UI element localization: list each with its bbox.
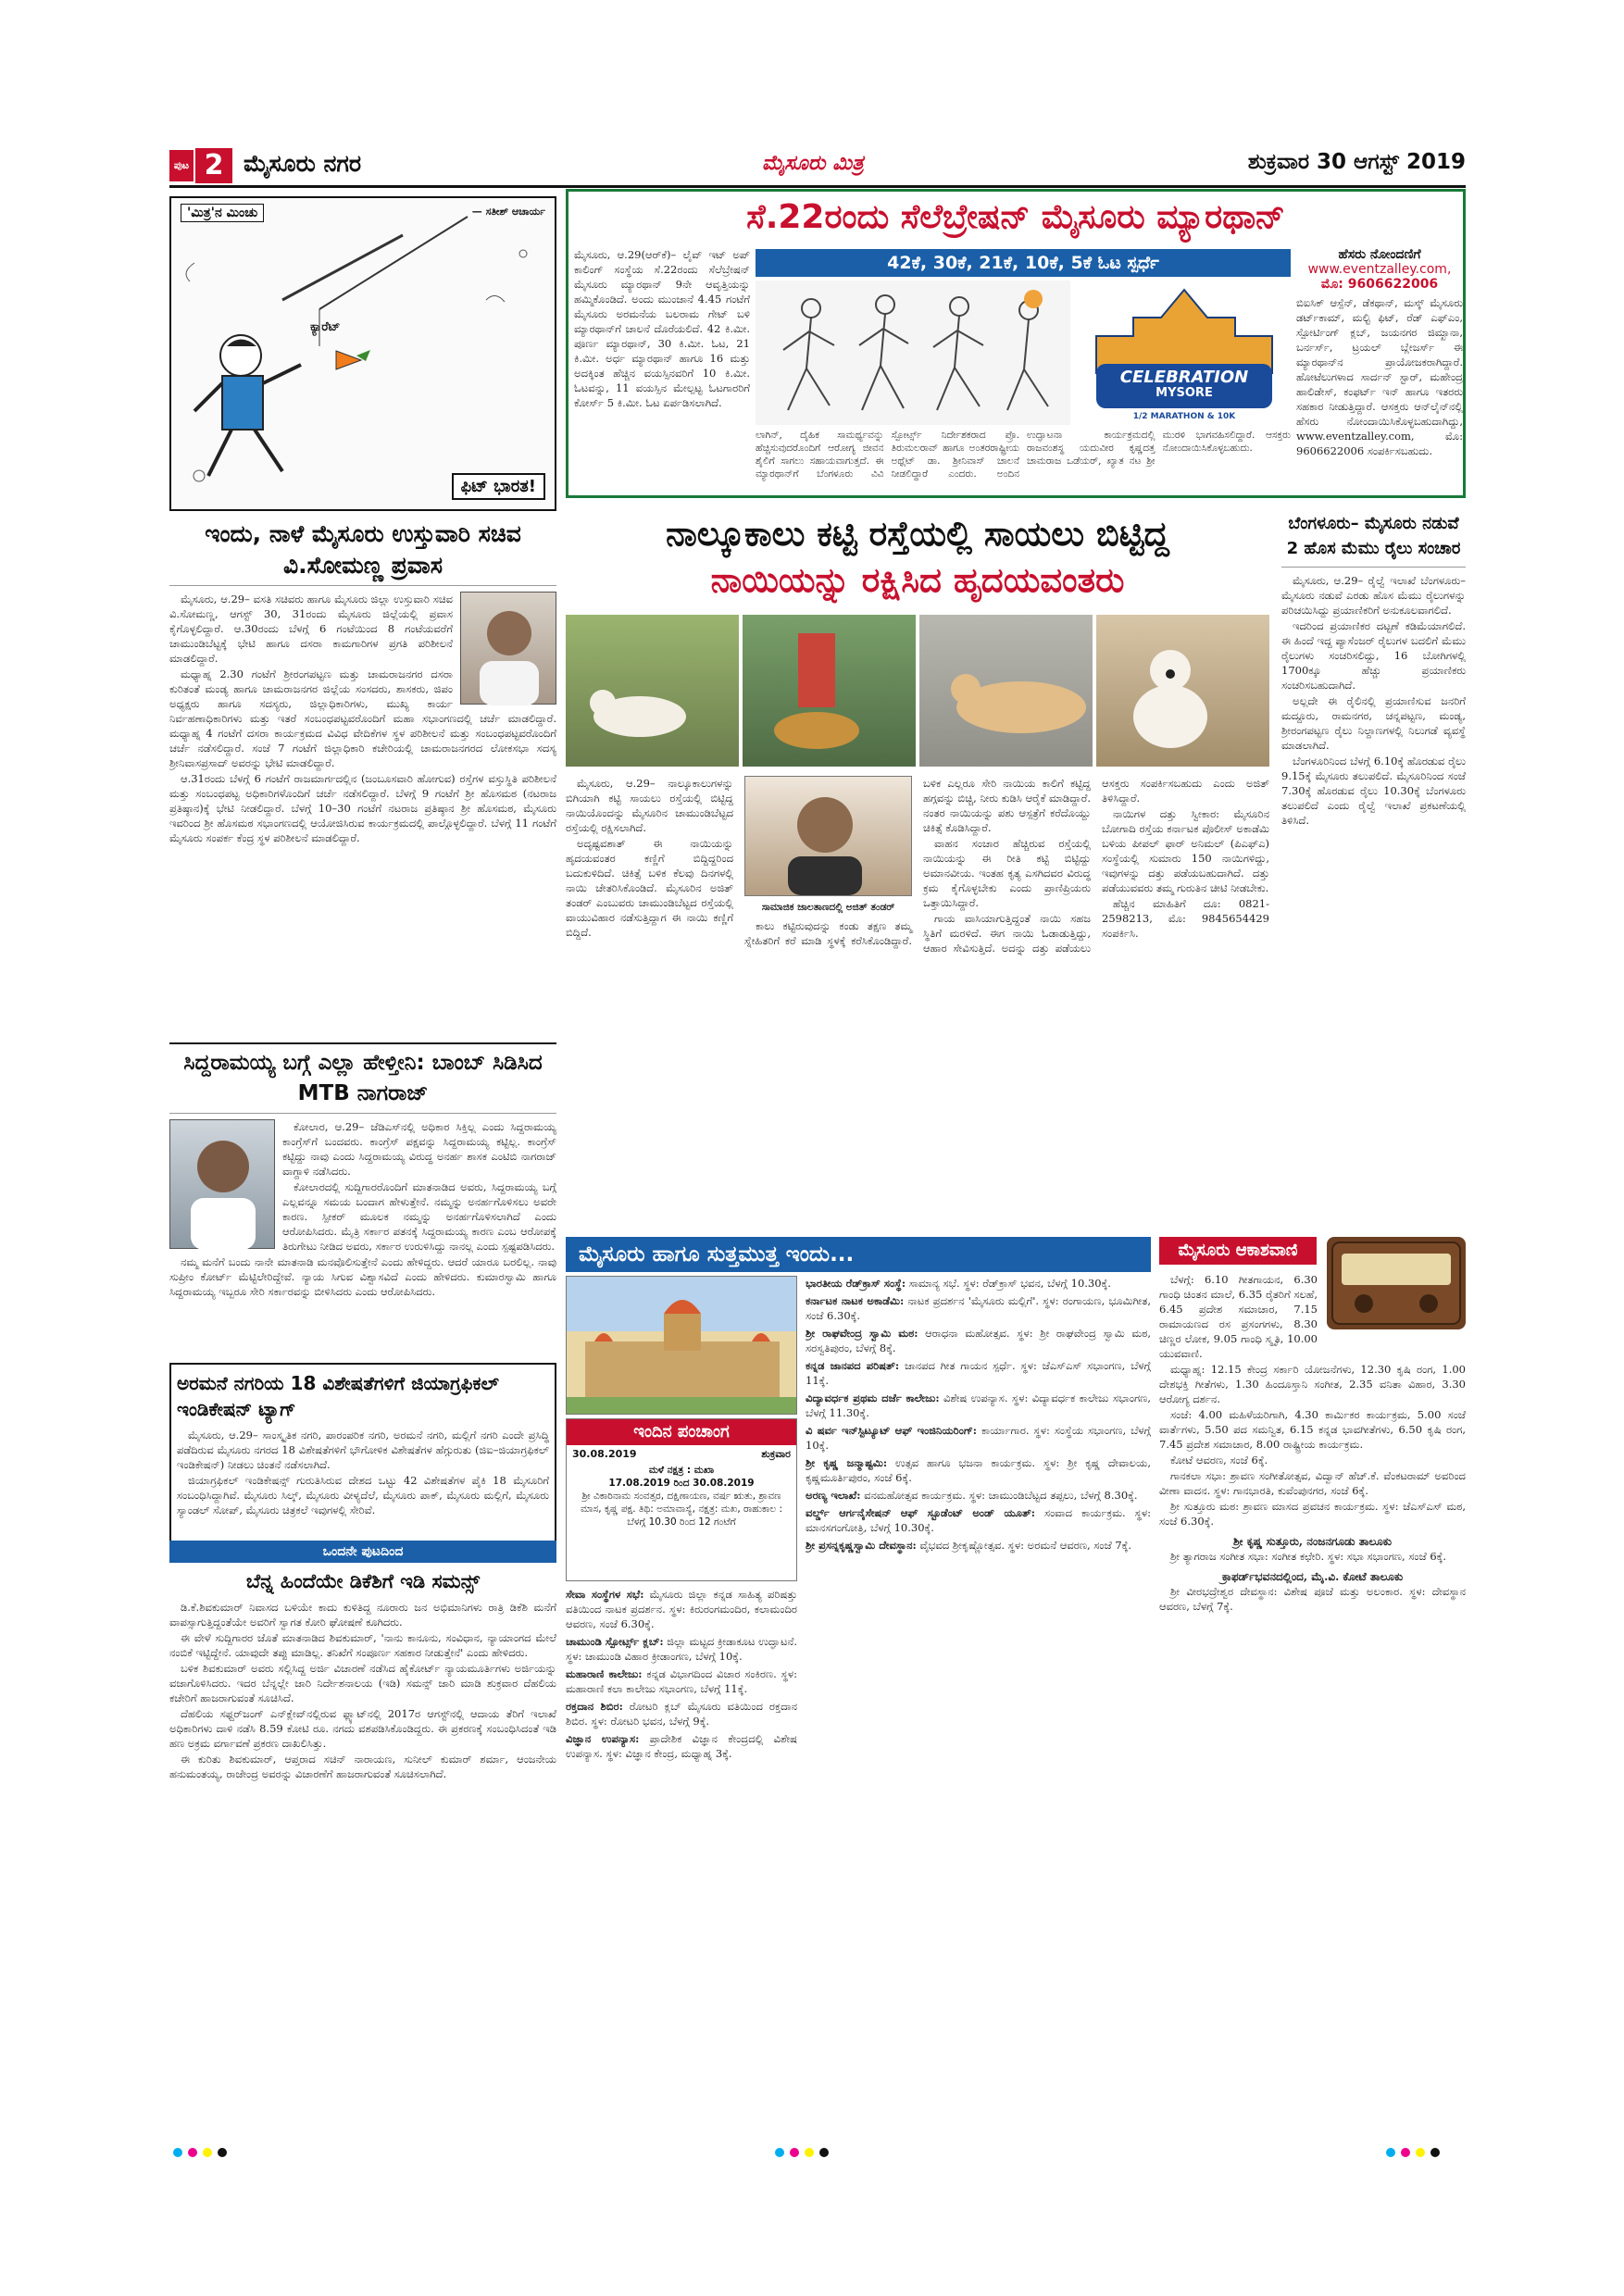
dog-photo-4 (1096, 615, 1269, 767)
dog-photo-3 (919, 615, 1093, 767)
event-title: ಕನ್ನಡ ಜಾನಪದ ಪರಿಷತ್: (806, 1359, 900, 1372)
dog-story-paragraph: ಕಾಲು ಕಟ್ಟಿರುವುದನ್ನು ಕಂಡು ತಕ್ಷಣ ತಮ್ಮ ಸ್ನೇಹಿತರಿಗೆ ಕರೆ ಮಾಡಿ ಸ್ಥಳಕ್ಕೆ ಕರೆಸಿಕೊಂಡಿದ್ದಾರೆ. ಬಳಿಕ ಎಲ್ಲರೂ ಸೇರಿ ನಾಯಿಯ ಕಾಲಿಗೆ ಕಟ್ಟಿದ್ದ ಹಗ್ಗವನ್ನು ಬಿಚ್ಚಿ, ನೀರು ಕುಡಿಸಿ ಆರೈಕೆ ಮಾಡಿದ್ದಾರೆ. ನಂತರ ನಾಯಿಯನ್ನು ಪಶು ಆಸ್ಪತ್ರೆಗೆ ಕರೆದೊಯ್ದು ಚಿಕಿತ್ಸೆ ಕೊಡಿಸಿದ್ದಾರೆ. (744, 777, 1091, 947)
event-item (806, 1293, 1151, 1323)
story-minister (169, 518, 556, 1110)
registration-text: ಬಿಐಸಿಕ್ ಆಸ್ಪೆನ್, ಡೆಕಥಾನ್, ಮಸ್ಕ್ ಮೈಸೂರು ಡರ್ಟ್‌ಕಾಮ್, ಮಲ್ಟಿ ಫಿಟ್, ರೆಡ್ ಎಫ್ಎಂ, ಸ್ಪೋರ್ಟಿಂಗ್ ಕ್ಲಬ್, ಜಯನಗರ ಜಿಮ್ಖಾನಾ, ಬರ್ನರ್ಸ್, ಟ್ರಯಲ್ ಬ್ಲೇಜರ್ಸ್ ಈ ಮ್ಯಾರಥಾನ್‌ನ ಪ್ರಾಯೋಜಕರಾಗಿದ್ದಾರೆ. ಹೋಟೆಲುಗಳಾದ ಸಾರ್ದನ್ ಸ್ಟಾರ್, ಮಹೇಂದ್ರ ಹಾಲಿಡೇಸ್, ಕಂಫರ್ಟ್ ಇನ್ ಹಾಗೂ ಇತರರು ಸಹಕಾರ ನೀಡುತ್ತಿದ್ದಾರೆ. ಆಸಕ್ತರು ಆನ್‌ಲೈನ್‌ನಲ್ಲಿ ಹೆಸರು ನೋಂದಾಯಿಸಿಕೊಳ್ಳಬಹುದಾಗಿದ್ದು, www.eventzalley.com, ಮೊ: 9606622006 ಸಂಪರ್ಕಿಸಬಹುದು. (1296, 296, 1463, 457)
issue-date: ಶುಕ್ರವಾರ 30 ಆಗಸ್ಟ್ 2019 (1247, 150, 1466, 174)
events-title: ಮೈಸೂರು ಹಾಗೂ ಸುತ್ತಮುತ್ತ ಇಂದು... (566, 1237, 1151, 1272)
story-rail-paragraph: ಇದರಿಂದ ಪ್ರಯಾಣಿಕರ ದಟ್ಟಣೆ ಕಡಿಮೆಯಾಗಲಿದೆ. ಈ ಹಿಂದೆ ಇದ್ದ ಪ್ಯಾಸೆಂಜರ್ ರೈಲುಗಳ ಬದಲಿಗೆ ಮೆಮು ರೈಲುಗಳು ಸಂಚರಿಸಲಿದ್ದು, 16 ಬೋಗಿಗಳಲ್ಲಿ 1700ಕ್ಕೂ ಹೆಚ್ಚು ಪ್ರಯಾಣಿಕರು ಸಂಚರಿಸಬಹುದಾಗಿದೆ. (1281, 619, 1466, 692)
dog-story-paragraph: ನಾಯಿಗಳ ದತ್ತು ಸ್ವೀಕಾರ: ಮೈಸೂರಿನ ಬೋಗಾದಿ ರಸ್ತೆಯ ಕರ್ನಾಟಕ ಪೊಲೀಸ್ ಅಕಾಡೆಮಿ ಬಳಿಯ ಪೀಪಲ್ ಫಾರ್ ಅನಿಮಲ್ (ಪಿಎಫ್ಎ) ಸಂಸ್ಥೆಯಲ್ಲಿ ಸುಮಾರು 150 ನಾಯಿಗಳಿದ್ದು, ಇವುಗಳನ್ನು ದತ್ತು ಪಡೆಯಬಹುದಾಗಿದೆ. ದತ್ತು ಪಡೆಯುವವರು ತಮ್ಮ ಗುರುತಿನ ಚೀಟಿ ನೀಡಬೇಕು. (1102, 807, 1269, 894)
person-icon (745, 777, 911, 895)
story-rail (1281, 511, 1466, 1226)
story-gi-headline: ಅರಮನೆ ನಗರಿಯ 18 ವಿಶೇಷತೆಗಳಿಗೆ ಜಿಯಾಗ್ರಫಿಕಲ್ ಇಂಡಿಕೇಷನ್ ಟ್ಯಾಗ್ (177, 1372, 499, 1420)
event-item (566, 1731, 797, 1761)
event-item (806, 1391, 1151, 1420)
registration-url[interactable]: www.eventzalley.com, (1307, 262, 1452, 277)
story-gi-tag (169, 1363, 556, 1559)
event-text: ಕನ್ನಡ ವಿಭಾಗದಿಂದ ವಿಚಾರ ಸಂಕಿರಣ. ಸ್ಥಳ: ಮಹಾರಾಣಿ ಕಲಾ ಕಾಲೇಜು ಸಭಾಂಗಣ, ಬೆಳಗ್ಗೆ 11ಕ್ಕೆ. (566, 1667, 797, 1695)
story-dk-paragraph: ಈ ಕುರಿತು ಶಿವಕುಮಾರ್, ಆಪ್ತರಾದ ಸಚಿನ್ ನಾರಾಯಣ, ಸುನೀಲ್ ಕುಮಾರ್ ಶರ್ಮಾ, ಆಂಜನೇಯ ಹನುಮಂತಯ್ಯ, ರಾಜೇಂದ್ರ ಅವರನ್ನು ವಿಚಾರಣೆಗೆ ಹಾಜರಾಗುವಂತೆ ಸೂಚಿಸಲಾಗಿದೆ. (169, 1753, 556, 1780)
logo-line-3: 1/2 MARATHON & 10K (1132, 412, 1236, 421)
event-text: ವಿಶೇಷ ಉಪನ್ಯಾಸ. ಸ್ಥಳ: ವಿದ್ಯಾವರ್ಧಕ ಕಾಲೇಜು ಸಭಾಂಗಣ, ಬೆಳಗ್ಗೆ 11.30ಕ್ಕೆ. (806, 1391, 1151, 1419)
event-text: ಜಿಲ್ಲಾ ಮಟ್ಟದ ಕ್ರೀಡಾಕೂಟ ಉದ್ಘಾಟನೆ. ಸ್ಥಳ: ಚಾಮುಂಡಿ ವಿಹಾರ ಕ್ರೀಡಾಂಗಣ, ಬೆಳಗ್ಗೆ 10ಕ್ಕೆ. (566, 1635, 797, 1663)
event-item (806, 1455, 1151, 1485)
dog-story-paragraph: ವಾಹನ ಸಂಚಾರ ಹೆಚ್ಚಿರುವ ರಸ್ತೆಯಲ್ಲಿ ನಾಯಿಯನ್ನು ಈ ರೀತಿ ಕಟ್ಟಿ ಬಿಟ್ಟಿದ್ದು ಅಮಾನವೀಯ. ಇಂತಹ ಕೃತ್ಯ ಎಸಗಿದವರ ವಿರುದ್ಧ ಕ್ರಮ ಕೈಗೊಳ್ಳಬೇಕು ಎಂದು ಪ್ರಾಣಿಪ್ರಿಯರು ಒತ್ತಾಯಿಸಿದ್ದಾರೆ. (923, 837, 1091, 909)
panchanga-range: 17.08.2019 ರಿಂದ 30.08.2019 (608, 1478, 755, 1489)
event-text: ಸಾಮಾನ್ಯ ಸಭೆ. ಸ್ಥಳ: ರೆಡ್‌ಕ್ರಾಸ್ ಭವನ, ಬೆಳಗ್ಗೆ 10.30ಕ್ಕೆ. (908, 1277, 1111, 1290)
story-dk-headline: ಬೆನ್ನ ಹಿಂದೆಯೇ ಡಿಕೆಶಿಗೆ ಇಡಿ ಸಮನ್ಸ್ (245, 1570, 481, 1592)
ajith-photo-caption: ಸಾಮಾಜಿಕ ಜಾಲತಾಣದಲ್ಲಿ ಅಜಿತ್ ತಂಡರ್ (761, 902, 895, 913)
story-siddaramaiah-paragraph: ನಮ್ಮ ಮನೆಗೆ ಬಂದು ನಾನೇ ಮಾತನಾಡಿ ಮನವೊಲಿಸುತ್ತೇನೆ ಎಂದು ಹೇಳಿದ್ದರು. ಆದರೆ ಯಾರೂ ಬರಲಿಲ್ಲ. ನಾವು ಸುಪ್ರೀಂ ಕೋರ್ಟ್ ಮೆಟ್ಟಿಲೇರಿದ್ದೇವೆ. ನ್ಯಾಯ ಸಿಗುವ ವಿಶ್ವಾಸವಿದೆ ಎಂದು ಹೇಳಿದರು. ಕುಮಾರಸ್ವಾಮಿ ಹಾಗೂ ಸಿದ್ದರಾಮಯ್ಯ ಇಬ್ಬರೂ ಸೇರಿ ಸರ್ಕಾರವನ್ನು ಬೀಳಿಸಿದರು ಎಂದು ಆರೋಪಿಸಿದರು. (169, 1255, 556, 1298)
story-gi-paragraph: ಮೈಸೂರು, ಆ.29– ಸಾಂಸ್ಕೃತಿಕ ನಗರಿ, ಪಾರಂಪರಿಕ ನಗರಿ, ಅರಮನೆ ನಗರಿ, ಮಲ್ಲಿಗೆ ನಗರಿ ಎಂದೇ ಪ್ರಸಿದ್ಧಿ ಪಡೆದಿರುವ ಮೈಸೂರು ನಗರದ 18 ವಿಶೇಷತೆಗಳಿಗೆ ಭೌಗೋಳಿಕ ವಿಶೇಷತೆಗಳ ಹೆಗ್ಗುರುತು (ಜಿಐ–ಜಿಯಾಗ್ರಫಿಕಲ್ ಇಂಡಿಕೇಷನ್) ನೀಡಲು ಚಿಂತನೆ ನಡೆಸಲಾಗಿದೆ. (177, 1429, 549, 1471)
dog-icon (566, 615, 739, 767)
panchanga-date: 30.08.2019 (572, 1448, 637, 1460)
event-item (806, 1276, 1151, 1291)
event-title: ಕರ್ನಾಟಕ ನಾಟಕ ಅಕಾಡೆಮಿ: (806, 1294, 905, 1307)
event-text: ಸಂವಾದ ಕಾರ್ಯಕ್ರಮ. ಸ್ಥಳ: ಮಾನಸಗಂಗೋತ್ರಿ, ಬೆಳಗ್ಗೆ 10.30ಕ್ಕೆ. (806, 1506, 1151, 1534)
celebration-mysore-logo (1078, 281, 1291, 425)
section-title: ಮೈಸೂರು ನಗರ (244, 150, 362, 177)
event-item (566, 1666, 797, 1696)
dog-headline-line-1: ನಾಲ್ಕೂಕಾಲು ಕಟ್ಟಿ ರಸ್ತೆಯಲ್ಲಿ ಸಾಯಲು ಬಿಟ್ಟಿದ್ದ (666, 514, 1169, 554)
story-rail-paragraph: ಮೈಸೂರು, ಆ.29– ರೈಲ್ವೆ ಇಲಾಖೆ ಬೆಂಗಳೂರು–ಮೈಸೂರು ನಡುವೆ ಎರಡು ಹೊಸ ಮೆಮು ರೈಲುಗಳನ್ನು ಪರಿಚಯಿಸಿದ್ದು ಪ್ರಯಾಣಿಕರಿಗೆ ಅನುಕೂಲವಾಗಲಿದೆ. (1281, 574, 1466, 617)
event-title: ಶ್ರೀ ಪ್ರಸನ್ನಕೃಷ್ಣಸ್ವಾಮಿ ದೇವಸ್ಥಾನ: (806, 1539, 917, 1552)
story-minister-paragraph: ಮೈಸೂರು, ಆ.29– ವಸತಿ ಸಚಿವರು ಹಾಗೂ ಮೈಸೂರು ಜಿಲ್ಲಾ ಉಸ್ತುವಾರಿ ಸಚಿವ ವಿ.ಸೋಮಣ್ಣ, ಆಗಸ್ಟ್ 30, 31ರಂದು ಮೈಸೂರು ಜಿಲ್ಲೆಯಲ್ಲಿ ಪ್ರವಾಸ ಕೈಗೊಳ್ಳಲಿದ್ದಾರೆ. ಆ.30ರಂದು ಬೆಳಗ್ಗೆ 6 ಗಂಟೆಯಿಂದ 8 ಗಂಟೆಯವರೆಗೆ ಚಾಮುಂಡಿಬೆಟ್ಟಕ್ಕೆ ಭೇಟಿ ಹಾಗೂ ದಸರಾ ಕಾಮಗಾರಿಗಳ ಪ್ರಗತಿ ಪರಿಶೀಲನೆ ಮಾಡಲಿದ್ದಾರೆ. (169, 593, 453, 665)
story-gi-paragraph: ಜಿಯಾಗ್ರಫಿಕಲ್ ಇಂಡಿಕೇಷನ್ಸ್ ಗುರುತಿಸಿರುವ ದೇಶದ ಒಟ್ಟು 42 ವಿಶೇಷತೆಗಳ ಪೈಕಿ 18 ಮೈಸೂರಿಗೆ ಸಂಬಂಧಿಸಿದ್ದಾಗಿವೆ. ಮೈಸೂರು ಸಿಲ್ಕ್, ಮೈಸೂರು ವೀಳ್ಯದೆಲೆ, ಮೈಸೂರು ಪಾಕ್, ಮೈಸೂರು ಮಲ್ಲಿಗೆ, ಮೈಸೂರು ಸ್ಯಾಂಡಲ್ ಸೋಪ್, ಮೈಸೂರು ಚಿತ್ರಕಲೆ ಇವುಗಳಲ್ಲಿ ಸೇರಿವೆ. (177, 1474, 549, 1516)
events-list-left (566, 1587, 797, 2144)
cartoon-panel (169, 196, 556, 511)
mtb-nagaraj-photo (169, 1119, 275, 1249)
continued-tag: ಒಂದನೇ ಪುಟದಿಂದ (169, 1541, 556, 1563)
radio-paragraph: ಶ್ರೀ ಸುತ್ತೂರು ಮಠ: ಶ್ರಾವಣ ಮಾಸದ ಪ್ರವಚನ ಕಾರ್ಯಕ್ರಮ. ಸ್ಥಳ: ಜೆಎಸ್ಎಸ್ ಮಠ, ಸಂಜೆ 6.30ಕ್ಕೆ. (1159, 1500, 1466, 1528)
story-minister-paragraph: ಆ.31ರಂದು ಬೆಳಗ್ಗೆ 6 ಗಂಟೆಗೆ ರಾಜಮಾರ್ಗದಲ್ಲಿನ (ಜಂಬೂಸವಾರಿ ಹೋಗುವ) ರಸ್ತೆಗಳ ವಸ್ತುಸ್ಥಿತಿ ಪರಿಶೀಲನೆ ಮತ್ತು ಸಂಬಂಧಪಟ್ಟ ಅಧಿಕಾರಿಗಳೊಂದಿಗೆ ಚರ್ಚೆ ನಡೆಸಲಿದ್ದಾರೆ. ಬೆಳಗ್ಗೆ 9 ಗಂಟೆಗೆ ಶ್ರೀ ಹೊಸಮಠ (ನಟರಾಜ ಪ್ರತಿಷ್ಠಾನ)ಕ್ಕೆ ಭೇಟಿ ನೀಡಲಿದ್ದಾರೆ. ಬೆಳಗ್ಗೆ 10–30 ಗಂಟೆಗೆ ನಟರಾಜ ಪ್ರತಿಷ್ಠಾನ ಶ್ರೀ ಹೊಸಮಠ, ಮೈಸೂರು ಇವರಿಂದ ಶ್ರೀ ಹೊಸಮಠ ಸಭಾಂಗಣದಲ್ಲಿ ಆಯೋಜಿಸಿರುವ ಕಾರ್ಯಕ್ರಮದಲ್ಲಿ ಪಾಲ್ಗೊಳ್ಳಲಿದ್ದಾರೆ. ಬೆಳಗ್ಗೆ 11 ಗಂಟೆಗೆ ಮೈಸೂರು ಸಂಪರ್ಕ ಕೆಂದ್ರ ಸ್ಥಳ ಪರಿಶೀಲನೆ ಮಾಡಲಿದ್ದಾರೆ. (169, 772, 556, 844)
story-dk-paragraph: ಬಳಿಕ ಶಿವಕುಮಾರ್ ಅವರು ಸಲ್ಲಿಸಿದ್ದ ಅರ್ಜಿ ವಿಚಾರಣೆ ನಡೆಸಿದ ಹೈಕೋರ್ಟ್ ನ್ಯಾಯಮೂರ್ತಿಗಳು ಅರ್ಜಿಯನ್ನು ವಜಾಗೊಳಿಸಿದರು. ಇದರ ಬೆನ್ನಲ್ಲೇ ಜಾರಿ ನಿರ್ದೇಶನಾಲಯ (ಇಡಿ) ಸಮನ್ಸ್ ಜಾರಿ ಮಾಡಿ ಶುಕ್ರವಾರ ದೆಹಲಿಯ ಕಚೇರಿಗೆ ಹಾಜರಾಗುವಂತೆ ಸೂಚಿಸಿದೆ. (169, 1662, 556, 1704)
dog-headline-line-2: ನಾಯಿಯನ್ನು ರಕ್ಷಿಸಿದ ಹೃದಯವಂತರು (710, 560, 1125, 600)
person-icon (461, 593, 556, 705)
page-number: 2 (195, 148, 232, 183)
person-with-dog-icon (743, 615, 916, 767)
dog-icon (1096, 615, 1269, 767)
event-item (566, 1634, 797, 1664)
story-rail-paragraph: ಬೆಂಗಳೂರಿನಿಂದ ಬೆಳಗ್ಗೆ 6.10ಕ್ಕೆ ಹೊರಡುವ ರೈಲು 9.15ಕ್ಕೆ ಮೈಸೂರು ತಲುಪಲಿದೆ. ಮೈಸೂರಿನಿಂದ ಸಂಜೆ 7.30ಕ್ಕೆ ಹೊರಡುವ ರೈಲು 10.30ಕ್ಕೆ ಬೆಂಗಳೂರು ತಲುಪಲಿದೆ ಎಂದು ರೈಲ್ವೆ ಇಲಾಖೆ ಪ್ರಕಟಣೆಯಲ್ಲಿ ತಿಳಿಸಿದೆ. (1281, 755, 1466, 827)
registration-title: ಹೆಸರು ನೋಂದಣಿಗೆ (1338, 247, 1421, 262)
radio-paragraph: ಶ್ರೀ ವೀರಭದ್ರೇಶ್ವರ ದೇವಸ್ಥಾನ: ವಿಶೇಷ ಪೂಜೆ ಮತ್ತು ಅಲಂಕಾರ. ಸ್ಥಳ: ದೇವಸ್ಥಾನ ಆವರಣ, ಬೆಳಗ್ಗೆ 7ಕ್ಕೆ. (1159, 1585, 1466, 1613)
event-title: ಶ್ರೀ ಕೃಷ್ಣ ಜನ್ಮಾಷ್ಟಮಿ: (806, 1456, 888, 1469)
event-item (806, 1505, 1151, 1535)
story-siddaramaiah-paragraph: ಕೋಲಾರದಲ್ಲಿ ಸುದ್ದಿಗಾರರೊಂದಿಗೆ ಮಾತನಾಡಿದ ಅವರು, ಸಿದ್ದರಾಮಯ್ಯ ಬಗ್ಗೆ ಎಲ್ಲವನ್ನೂ ಸಮಯ ಬಂದಾಗ ಹೇಳುತ್ತೇನೆ. ನಮ್ಮನ್ನು ಅನರ್ಹಗೊಳಿಸಲು ಅವರೇ ಕಾರಣ. ಸ್ಪೀಕರ್ ಮೂಲಕ ನಮ್ಮನ್ನು ಅನರ್ಹಗೊಳಿಸಲಾಗಿದೆ ಎಂದು ಆರೋಪಿಸಿದರು. ಮೈತ್ರಿ ಸರ್ಕಾರ ಪತನಕ್ಕೆ ಸಿದ್ದರಾಮಯ್ಯ ಕಾರಣ ಎಂಬ ಆರೋಪಕ್ಕೆ ತಿರುಗೇಟು ನೀಡಿದ ಅವರು, ಸರ್ಕಾರ ಉರುಳಿಸಿದ್ದು ನಾನಲ್ಲ ಎಂದು ಸ್ಪಷ್ಟಪಡಿಸಿದರು. (282, 1180, 556, 1253)
marathon-headline: ಸೆ.22ರಂದು ಸೆಲೆಬ್ರೇಷನ್ ಮೈಸೂರು ಮ್ಯಾರಥಾನ್ (746, 198, 1285, 236)
color-registration-marks-left (172, 2146, 246, 2159)
radio-paragraph: ಗಾನಕಲಾ ಸಭಾ: ಶ್ರಾವಣ ಸಂಗೀತೋತ್ಸವ, ವಿದ್ವಾನ್ ಹೆಚ್.ಕೆ. ವೆಂಕಟರಾಮ್ ಅವರಿಂದ ವೀಣಾ ವಾದನ. ಸ್ಥಳ: ಗಾನಭಾರತಿ, ಕುವೆಂಪುನಗರ, ಸಂಜೆ 6ಕ್ಕೆ. (1159, 1469, 1466, 1497)
color-registration-marks-center (774, 2146, 848, 2159)
story-rail-paragraph: ಅಲ್ಲದೇ ಈ ರೈಲಿನಲ್ಲಿ ಪ್ರಯಾಣಿಸುವ ಜನರಿಗೆ ಮದ್ದೂರು, ರಾಮನಗರ, ಚನ್ನಪಟ್ಟಣ, ಮಂಡ್ಯ, ಶ್ರೀರಂಗಪಟ್ಟಣ ರೈಲು ನಿಲ್ದಾಣಗಳಲ್ಲಿ ನಿಲುಗಡೆ ವ್ಯವಸ್ಥೆ ಮಾಡಲಾಗಿದೆ. (1281, 694, 1466, 752)
event-text: ವೈಭವದ ಶ್ರೀಕೃಷ್ಣೋತ್ಸವ. ಸ್ಥಳ: ಅರಮನೆ ಆವರಣ, ಸಂಜೆ 7ಕ್ಕೆ. (919, 1539, 1132, 1552)
cartoon-sign: ಕ್ಯಾರೆಟ್ (310, 320, 341, 334)
newspaper-name: ಮೈಸೂರು ಮಿತ್ರ (762, 152, 864, 175)
radio-title: ಮೈಸೂರು ಆಕಾಶವಾಣಿ (1159, 1237, 1317, 1265)
cartoon-caption: ಫಿಟ್ ಭಾರತ! (452, 473, 545, 500)
panchanga-box (566, 1418, 797, 1581)
event-title: ಶ್ರೀ ರಾಘವೇಂದ್ರ ಸ್ವಾಮಿ ಮಠ: (806, 1327, 918, 1340)
cartoon-drawing (171, 198, 555, 509)
story-rail-headline: ಬೆಂಗಳೂರು– ಮೈಸೂರು ನಡುವೆ 2 ಹೊಸ ಮೆಮು ರೈಲು ಸಂಚಾರ (1281, 511, 1466, 568)
radio-schedule (1159, 1237, 1466, 2144)
event-text: ನಾಟಕ ಪ್ರದರ್ಶನ 'ಮೈಸೂರು ಮಲ್ಲಿಗೆ'. ಸ್ಥಳ: ರಂಗಾಯಣ, ಭೂಮಿಗೀತ, ಸಂಜೆ 6.30ಕ್ಕೆ. (806, 1294, 1151, 1322)
event-title: ವರ್ಲ್ಡ್ ಆರ್ಗನೈಸೇಷನ್ ಆಫ್ ಸ್ಟೂಡೆಂಟ್ ಅಂಡ್ ಯೂತ್: (806, 1506, 1036, 1519)
story-siddaramaiah-headline: ಸಿದ್ದರಾಮಯ್ಯ ಬಗ್ಗೆ ಎಲ್ಲಾ ಹೇಳ್ತೀನಿ: ಬಾಂಬ್ ಸಿಡಿಸಿದ MTB ನಾಗರಾಜ್ (169, 1042, 556, 1114)
dog-icon (919, 615, 1093, 767)
story-minister-headline: ಇಂದು, ನಾಳೆ ಮೈಸೂರು ಉಸ್ತುವಾರಿ ಸಚಿವ ವಿ.ಸೋಮಣ್ಣ ಪ್ರವಾಸ (169, 518, 556, 586)
palace-photo (566, 1276, 797, 1415)
event-item (806, 1423, 1151, 1453)
radio-paragraph: ಮಧ್ಯಾಹ್ನ: 12.15 ಕೇಂದ್ರ ಸರ್ಕಾರಿ ಯೋಜನೆಗಳು, 12.30 ಕೃಷಿ ರಂಗ, 1.00 ದೇಶಭಕ್ತಿ ಗೀತೆಗಳು, 1.30 ಹಿಂದೂಸ್ತಾನಿ ಸಂಗೀತ, 2.35 ವನಿತಾ ವಿಹಾರ, 3.30 ಆರೋಗ್ಯ ದರ್ಶನ. (1159, 1363, 1466, 1405)
palace-logo-icon (1078, 281, 1291, 425)
event-item (806, 1538, 1151, 1553)
masthead (169, 146, 1466, 185)
event-text: ಪ್ರಾದೇಶಿಕ ವಿಜ್ಞಾನ ಕೇಂದ್ರದಲ್ಲಿ ವಿಶೇಷ ಉಪನ್ಯಾಸ. ಸ್ಥಳ: ವಿಜ್ಞಾನ ಕೇಂದ್ರ, ಮಧ್ಯಾಹ್ನ 3ಕ್ಕೆ. (566, 1732, 797, 1760)
event-title: ವಿದ್ಯಾವರ್ಧಕ ಪ್ರಥಮ ದರ್ಜೆ ಕಾಲೇಜು: (806, 1391, 940, 1404)
event-title: ಅರಣ್ಯ ಇಲಾಖೆ: (806, 1489, 861, 1502)
story-dk-paragraph: ದೆಹಲಿಯ ಸಫ್ದರ್‌ಜಂಗ್ ಎನ್‌ಕ್ಲೇವ್‌ನಲ್ಲಿರುವ ಫ್ಲ್ಯಾಟ್‌ನಲ್ಲಿ 2017ರ ಆಗಸ್ಟ್‌ನಲ್ಲಿ ಆದಾಯ ತೆರಿಗೆ ಇಲಾಖೆ ಅಧಿಕಾರಿಗಳು ದಾಳಿ ನಡೆಸಿ 8.59 ಕೋಟಿ ರೂ. ನಗದು ವಶಪಡಿಸಿಕೊಂಡಿದ್ದರು. ಈ ಪ್ರಕರಣಕ್ಕೆ ಸಂಬಂಧಿಸಿದಂತೆ ಇಡಿ ಹಣ ಅಕ್ರಮ ವರ್ಗಾವಣೆ ಪ್ರಕರಣ ದಾಖಲಿಸಿತ್ತು. (169, 1707, 556, 1750)
color-registration-marks-right (1385, 2146, 1459, 2159)
radio-paragraph: ಸಂಜೆ: 4.00 ಮಹಿಳೆಯರಿಗಾಗಿ, 4.30 ಕಾರ್ಮಿಕರ ಕಾರ್ಯಕ್ರಮ, 5.00 ಸಂಜೆ ವಾರ್ತೆಗಳು, 5.50 ಪದ ಸಮನ್ವಿತ, 6.15 ಕನ್ನಡ ಭಾವಗೀತೆಗಳು, 6.50 ಕೃಷಿ ರಂಗ, 7.45 ಪ್ರದೇಶ ಸಮಾಚಾರ, 8.00 ರಾಷ್ಟ್ರೀಯ ಕಾರ್ಯಕ್ರಮ. (1159, 1408, 1466, 1451)
dog-story-paragraph: ಹೆಚ್ಚಿನ ಮಾಹಿತಿಗೆ ದೂ: 0821-2598213, ಮೊ: 9845654429 ಸಂಪರ್ಕಿಸಿ. (1102, 897, 1269, 940)
event-text: ಆರಾಧನಾ ಮಹೋತ್ಸವ. ಸ್ಥಳ: ಶ್ರೀ ರಾಘವೇಂದ್ರ ಸ್ವಾಮಿ ಮಠ, ಸರಸ್ವತಿಪುರಂ, ಬೆಳಗ್ಗೆ 8ಕ್ಕೆ. (806, 1327, 1151, 1354)
story-dk-paragraph: ಈ ವೇಳೆ ಸುದ್ದಿಗಾರರ ಜೊತೆ ಮಾತನಾಡಿದ ಶಿವಕುಮಾರ್, 'ನಾನು ಕಾನೂನು, ಸಂವಿಧಾನ, ನ್ಯಾಯಾಂಗದ ಮೇಲೆ ನಂಬಿಕೆ ಇಟ್ಟಿದ್ದೇನೆ. ಯಾವುದೇ ತಪ್ಪು ಮಾಡಿಲ್ಲ. ತನಿಖೆಗೆ ಸಂಪೂರ್ಣ ಸಹಕಾರ ನೀಡುತ್ತೇನೆ' ಎಂದು ಹೇಳಿದರು. (169, 1631, 556, 1659)
minister-photo (460, 592, 556, 705)
ajith-photo (744, 776, 912, 896)
cartoon-artist: — ಸತೀಶ್ ಆಚಾರ್ಯ (471, 206, 545, 218)
story-siddaramaiah-paragraph: ಕೋಲಾರ, ಆ.29– ಜೆಡಿಎಸ್‌ನಲ್ಲಿ ಅಧಿಕಾರ ಸಿಕ್ತಿಲ್ಲ ಎಂದು ಸಿದ್ದರಾಮಯ್ಯ ಕಾಂಗ್ರೆಸ್‌ಗೆ ಬಂದವರು. ಕಾಂಗ್ರೆಸ್ ಪಕ್ಷವನ್ನು ಸಿದ್ದರಾಮಯ್ಯ ಕಟ್ಟಿಲ್ಲ. ಕಾಂಗ್ರೆಸ್ ಕಟ್ಟಿದ್ದು ನಾವು ಎಂದು ಸಿದ್ದರಾಮಯ್ಯ ವಿರುದ್ಧ ಅನರ್ಹ ಶಾಸಕ ಎಂಟಿಬಿ ನಾಗರಾಜ್ ವಾಗ್ದಾಳಿ ನಡೆಸಿದರು. (282, 1120, 556, 1178)
marathon-bottom-text: ಲಾಗಿನ್, ದೈಹಿಕ ಸಾಮರ್ಥ್ಯವನ್ನು ಹೆಚ್ಚಿಸುವುದರೊಂದಿಗೆ ಆರೋಗ್ಯ ಜೀವನ ಶೈಲಿಗೆ ಸಾಗಲು ಸಹಾಯವಾಗುತ್ತದೆ. ಈ ಮ್ಯಾರಥಾನ್‌ಗೆ ಬೆಂಗಳೂರು ವಿವಿ ಸ್ಪೋರ್ಟ್ಸ್ ನಿರ್ದೇಶಕರಾದ ಪ್ರೊ. ತಿರುಮಲರಾವ್ ಹಾಗೂ ಅಂತರರಾಷ್ಟ್ರೀಯ ಅಥ್ಲೆಟ್ ಡಾ. ಶ್ರೀನಿವಾಸ್ ಚಾಲನೆ ನೀಡಲಿದ್ದಾರೆ ಎಂದರು. ಅಂದಿನ ಉದ್ಘಾಟನಾ ಕಾರ್ಯಕ್ರಮದಲ್ಲಿ ರಾಜವಂಶಸ್ಥ ಯದುವೀರ ಕೃಷ್ಣದತ್ತ ಚಾಮರಾಜ ಒಡೆಯರ್, ಖ್ಯಾತ ನಟ ಶ್ರೀ ಮುರಳಿ ಭಾಗವಹಿಸಲಿದ್ದಾರೆ. ಆಸಕ್ತರು ನೋಂದಾಯಿಸಿಕೊಳ್ಳಬಹುದು. (756, 430, 1291, 480)
panchanga-title: ಇಂದಿನ ಪಂಚಾಂಗ (567, 1419, 796, 1445)
panchanga-details: ಶ್ರೀ ವಿಕಾರಿನಾಮ ಸಂವತ್ಸರ, ದಕ್ಷಿಣಾಯಣ, ವರ್ಷ ಋತು, ಶ್ರಾವಣ ಮಾಸ, ಕೃಷ್ಣ ಪಕ್ಷ. ತಿಥಿ: ಅಮಾವಾಸ್ಯೆ, ನಕ್ಷತ್ರ: ಮಖ, ರಾಹುಕಾಲ : ಬೆಳಗ್ಗೆ 10.30 ರಿಂದ 12 ಗಂಟೆಗೆ (580, 1491, 783, 1528)
event-text: ಉತ್ಸವ ಹಾಗೂ ಭಜನಾ ಕಾರ್ಯಕ್ರಮ. ಸ್ಥಳ: ಶ್ರೀ ಕೃಷ್ಣ ದೇವಾಲಯ, ಕೃಷ್ಣಮೂರ್ತಿಪುರಂ, ಸಂಜೆ 6ಕ್ಕೆ. (806, 1456, 1151, 1484)
masthead-rule (169, 185, 1466, 188)
radio-subheading: ಶ್ರೀ ಕೃಷ್ಣ ಸುತ್ತೂರು, ನಂಜನಗೂಡು ತಾಲೂಕು (1232, 1535, 1393, 1548)
page-label: ಪುಟ (169, 150, 194, 181)
panchanga-rain-star: ಮಳೆ ನಕ್ಷತ್ರ : ಮಖಾ (648, 1465, 715, 1476)
story-rail-body (1281, 573, 1466, 1249)
mysore-palace-icon (567, 1277, 797, 1415)
dog-story-headline (566, 511, 1269, 604)
story-minister-paragraph: ಮಧ್ಯಾಹ್ನ 2.30 ಗಂಟೆಗೆ ಶ್ರೀರಂಗಪಟ್ಟಣ ಮತ್ತು ಚಾಮರಾಜನಗರ ದಸರಾ ಕುರಿತಂತೆ ಮಂಡ್ಯ ಹಾಗೂ ಚಾಮರಾಜನಗರ ಜಿಲ್ಲೆಯ ಸಂಸದರು, ಶಾಸಕರು, ಜಿಪಂ ಅಧ್ಯಕ್ಷರು ಹಾಗೂ ಸದಸ್ಯರು, ಜಿಲ್ಲಾಧಿಕಾರಿಗಳು, ಮುಖ್ಯ ಕಾರ್ಯ ನಿರ್ವಹಣಾಧಿಕಾರಿಗಳು ಮತ್ತು ಇತರೆ ಸಂಬಂಧಪಟ್ಟವರೊಂದಿಗೆ ಮಹಾ ಸಭಾಂಗಣದಲ್ಲಿ ಚರ್ಚೆ ಮಾಡಲಿದ್ದಾರೆ. ಮಧ್ಯಾಹ್ನ 4 ಗಂಟೆಗೆ ದಸರಾ ಕಾರ್ಯಕ್ರಮದ ವಿವಿಧ ವೇದಿಕೆಗಳ ಸ್ಥಳ ಪರಿಶೀಲನೆ ಮತ್ತು ಸಂಬಂಧಪಟ್ಟವರೊಂದಿಗೆ ಚರ್ಚೆ ನಡೆಸಲಿದ್ದಾರೆ. ಸಂಜೆ 7 ಗಂಟೆಗೆ ಜಿಲ್ಲಾಧಿಕಾರಿ ಕಚೇರಿಯಲ್ಲಿ ಚಾಮರಾಜನಗರದ ಲೋಕಸಭಾ ಸದಸ್ಯ ಶ್ರೀನಿವಾಸಪ್ರಸಾದ್ ಅವರನ್ನು ಭೇಟಿ ಮಾಡಲಿದ್ದಾರೆ. (169, 668, 556, 769)
radio-subheading: ಕ್ರಾಫರ್ಡ್‌ಭವನದಲ್ಲಿಂದ, ಮೈ.ವಿ. ಕೋಟೆ ತಾಲೂಕು (1221, 1570, 1404, 1583)
marathon-text: ಮೈಸೂರು, ಆ.29(ಆರ್‌ಕೆ)– ಲೈವ್ ಇಟ್ ಅಪ್ ಕಾಲಿಂಗ್ ಸಂಸ್ಥೆಯ ಸೆ.22ರಂದು ಸೆಲೆಬ್ರೇಷನ್ ಮೈಸೂರು ಮ್ಯಾರಥಾನ್ 9ನೇ ಆವೃತ್ತಿಯನ್ನು ಹಮ್ಮಿಕೊಂಡಿದೆ. ಅಂದು ಮುಂಜಾನೆ 4.45 ಗಂಟೆಗೆ ಮೈಸೂರು ಅರಮನೆಯ ಬಲರಾಮ ಗೇಟ್ ಬಳಿ ಮ್ಯಾರಥಾನ್‌ಗೆ ಚಾಲನೆ ದೊರೆಯಲಿದೆ. 42 ಕಿ.ಮೀ. ಪೂರ್ಣ ಮ್ಯಾರಥಾನ್, 30 ಕಿ.ಮೀ. ಓಟ, 21 ಕಿ.ಮೀ. ಅರ್ಧ ಮ್ಯಾರಥಾನ್ ಹಾಗೂ 16 ಮತ್ತು ಅದಕ್ಕಿಂತ ಹೆಚ್ಚಿನ ವಯಸ್ಸಿನವರಿಗೆ 10 ಕಿ.ಮೀ. ಓಟವನ್ನು, 11 ವಯಸ್ಸಿನ ಮೇಲ್ಪಟ್ಟ ಓಟಗಾರರಿಗೆ ಕೋರ್ಸ್ 5 ಕಿ.ಮೀ. ಓಟ ಏರ್ಪಡಿಸಲಾಗಿದೆ. (574, 248, 750, 409)
radio-body (1159, 1272, 1466, 2144)
marathon-registration (1296, 247, 1463, 495)
person-icon (170, 1120, 276, 1250)
marathon-feature (566, 189, 1466, 498)
story-dk-paragraph: ಡಿ.ಕೆ.ಶಿವಕುಮಾರ್ ನಿವಾಸದ ಬಳಿಯೇ ಕಾದು ಕುಳಿತಿದ್ದ ನೂರಾರು ಜನ ಅಭಿಮಾನಿಗಳು ರಾತ್ರಿ ಡಿಕೆಶಿ ಮನೆಗೆ ವಾಪಸ್ಸಾಗುತ್ತಿದ್ದಂತೆಯೇ ಅವರಿಗೆ ಸ್ವಾಗತ ಕೋರಿ ಘೋಷಣೆ ಕೂಗಿದರು. (169, 1601, 556, 1628)
story-gi-body (177, 1428, 549, 1552)
dog-story-paragraph: ಮೈಸೂರು, ಆ.29– ನಾಲ್ಕೂಕಾಲುಗಳನ್ನು ಬಿಗಿಯಾಗಿ ಕಟ್ಟಿ ಸಾಯಲು ರಸ್ತೆಯಲ್ಲಿ ಬಿಟ್ಟಿದ್ದ ನಾಯಿಯೊಂದನ್ನು ಮೈಸೂರಿನ ಚಾಮುಂಡಿಬೆಟ್ಟದ ರಸ್ತೆಯಲ್ಲಿ ರಕ್ಷಿಸಲಾಗಿದೆ. (566, 777, 733, 834)
registration-phone: ಮೊ: 9606622006 (1320, 277, 1439, 292)
event-text: ರೋಟರಿ ಕ್ಲಬ್ ಮೈಸೂರು ವತಿಯಿಂದ ರಕ್ತದಾನ ಶಿಬಿರ. ಸ್ಥಳ: ರೋಟರಿ ಭವನ, ಬೆಳಗ್ಗೆ 9ಕ್ಕೆ. (566, 1700, 797, 1728)
event-title: ವಿ ಷರ್ವ ಇನ್‌ಸ್ಟಿಟ್ಯೂಟ್ ಆಫ್ ಇಂಜಿನಿಯರಿಂಗ್: (806, 1424, 978, 1437)
radio-paragraph: ಬೆಳಗ್ಗೆ: 6.10 ಗೀತಗಾಯನ, 6.30 ಗಾಂಧಿ ಚಿಂತನ ಮಾಲೆ, 6.35 ರೈತರಿಗೆ ಸಲಹೆ, 6.45 ಪ್ರದೇಶ ಸಮಾಚಾರ, 7.15 ರಾಮಾಯಣದ ರಸ ಪ್ರಸಂಗಗಳು, 8.30 ಚಿಣ್ಣರ ಲೋಕ, 9.05 ಗಾಂಧಿ ಸ್ಮೃತಿ, 10.00 ಯುವವಾಣಿ. (1159, 1273, 1318, 1360)
cartoon-title: 'ಮಿತ್ರ'ನ ಮಿಂಚು (181, 204, 264, 222)
event-item (806, 1488, 1151, 1503)
event-text: ಜಾನಪದ ಗೀತ ಗಾಯನ ಸ್ಪರ್ಧೆ. ಸ್ಥಳ: ಜೆಎಸ್ಎಸ್ ಸಭಾಂಗಣ, ಬೆಳಗ್ಗೆ 11ಕ್ಕೆ. (806, 1359, 1151, 1387)
event-item (806, 1326, 1151, 1355)
dog-story-body (566, 776, 1269, 1226)
story-dk-body (169, 1600, 556, 2203)
logo-line-1: CELEBRATION (1119, 368, 1249, 387)
events-list-middle (806, 1276, 1151, 2144)
event-text: ವನಮಹೋತ್ಸವ ಕಾರ್ಯಕ್ರಮ. ಸ್ಥಳ: ಚಾಮುಂಡಿಬೆಟ್ಟದ ತಪ್ಪಲು, ಬೆಳಗ್ಗೆ 8.30ಕ್ಕೆ. (864, 1489, 1138, 1502)
event-text: ಮೈಸೂರು ಜಿಲ್ಲಾ ಕನ್ನಡ ಸಾಹಿತ್ಯ ಪರಿಷತ್ತು ವತಿಯಿಂದ ನಾಟಕ ಪ್ರದರ್ಶನ. ಸ್ಥಳ: ಕಿರುರಂಗಮಂದಿರ, ಕಲಾಮಂದಿರ ಆವರಣ, ಸಂಜೆ 6.30ಕ್ಕೆ. (566, 1588, 797, 1630)
event-item (806, 1358, 1151, 1388)
event-title: ಚಾಮುಂಡಿ ಸ್ಪೋರ್ಟ್ಸ್ ಕ್ಲಬ್: (566, 1635, 664, 1648)
event-item (566, 1699, 797, 1728)
radio-paragraph: ಶ್ರೀ ತ್ಯಾಗರಾಜ ಸಂಗೀತ ಸಭಾ: ಸಂಗೀತ ಕಛೇರಿ. ಸ್ಥಳ: ಸಭಾ ಸಭಾಂಗಣ, ಸಂಜೆ 6ಕ್ಕೆ. (1170, 1550, 1447, 1563)
logo-line-2: MYSORE (1156, 386, 1213, 400)
event-title: ರಕ್ತದಾನ ಶಿಬಿರ: (566, 1700, 623, 1713)
event-title: ವಿಜ್ಞಾನ ಉಪನ್ಯಾಸ: (566, 1732, 640, 1745)
dog-story-paragraph: ಅದೃಷ್ಟವಶಾತ್ ಈ ನಾಯಿಯನ್ನು ಹೃದಯವಂತರ ಕಣ್ಣಿಗೆ ಬಿದ್ದಿದ್ದರಿಂದ ಬದುಕುಳಿದಿದೆ. ಚಿಕಿತ್ಸೆ ಬಳಿಕ ಕೆಲವು ದಿನಗಳಲ್ಲಿ ನಾಯಿ ಚೇತರಿಸಿಕೊಂಡಿದೆ. ಮೈಸೂರಿನ ಅಜಿತ್ ತಂಡರ್ ಎಂಬುವರು ಚಾಮುಂಡಿಬೆಟ್ಟದ ರಸ್ತೆಯಲ್ಲಿ ವಾಯುವಿಹಾರ ನಡೆಸುತ್ತಿದ್ದಾಗ ಈ ನಾಯಿ ಕಣ್ಣಿಗೆ ಬಿದ್ದಿದೆ. (566, 837, 733, 939)
event-title: ಸೇವಾ ಸಂಸ್ಥೆಗಳ ಸಭೆ: (566, 1588, 644, 1601)
event-title: ಮಹಾರಾಣಿ ಕಾಲೇಜು: (566, 1667, 643, 1680)
race-categories-banner: 42ಕೆ, 30ಕೆ, 21ಕೆ, 10ಕೆ, 5ಕೆ ಓಟ ಸ್ಪರ್ಧೆ (756, 249, 1291, 277)
event-text: ಕಾರ್ಯಾಗಾರ. ಸ್ಥಳ: ಸಂಸ್ಥೆಯ ಸಭಾಂಗಣ, ಬೆಳಗ್ಗೆ 10ಕ್ಕೆ. (806, 1424, 1151, 1452)
runners-illustration (756, 281, 1070, 425)
dog-photo-1 (566, 615, 739, 767)
radio-paragraph: ಕೋಟೆ ಆವರಣ, ಸಂಜೆ 6ಕ್ಕೆ. (1170, 1454, 1268, 1466)
dog-photo-2 (743, 615, 916, 767)
event-item (566, 1587, 797, 1631)
runners-icon (756, 281, 1070, 425)
event-title: ಭಾರತೀಯ ರೆಡ್‌ಕ್ರಾಸ್ ಸಂಸ್ಥೆ: (806, 1277, 906, 1290)
panchanga-day: ಶುಕ್ರವಾರ (761, 1448, 791, 1460)
story-dk (169, 1541, 556, 2203)
dog-photo-strip (566, 615, 1269, 767)
dog-story-paragraph: ಗಾಯ ವಾಸಿಯಾಗುತ್ತಿದ್ದಂತೆ ನಾಯಿ ಸಹಜ ಸ್ಥಿತಿಗೆ ಮರಳಿದೆ. ಈಗ ನಾಯಿ ಓಡಾಡುತ್ತಿದ್ದು, ಆಹಾರ ಸೇವಿಸುತ್ತಿದೆ. ಅದನ್ನು ದತ್ತು ಪಡೆಯಲು ಆಸಕ್ತರು ಸಂಪರ್ಕಿಸಬಹುದು ಎಂದು ಅಜಿತ್ ತಿಳಿಸಿದ್ದಾರೆ. (923, 777, 1269, 955)
panchanga-date-row (567, 1445, 796, 1464)
story-minister-body (169, 592, 556, 1110)
